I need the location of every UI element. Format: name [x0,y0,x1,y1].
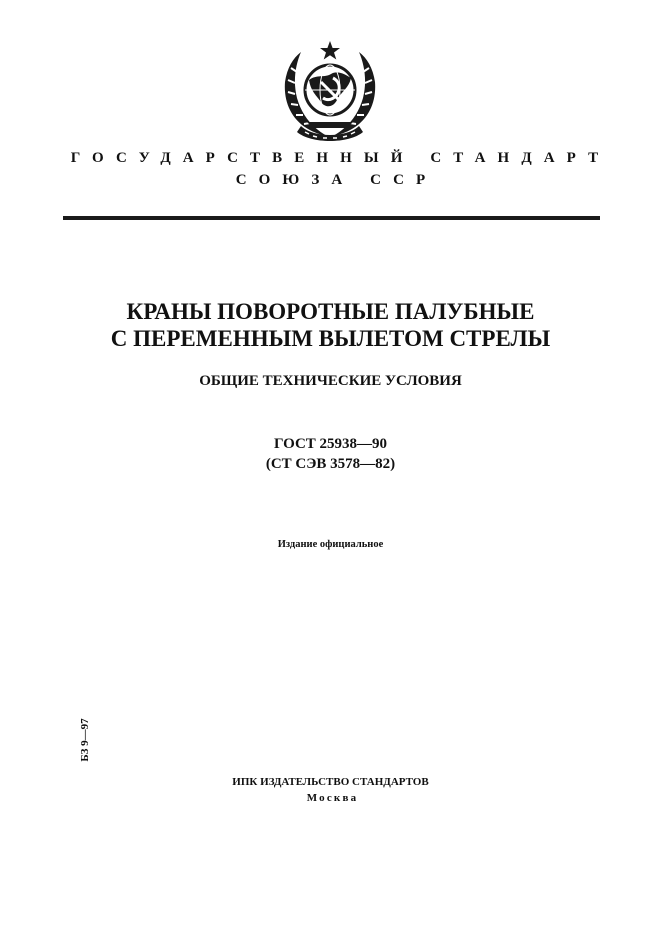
ussr-state-emblem-icon [277,38,383,146]
document-title-line-2: С ПЕРЕМЕННЫМ ВЫЛЕТОМ СТРЕЛЫ [110,326,551,351]
header-divider [63,216,600,220]
st-sev-designation: (СТ СЭВ 3578—82) [265,456,396,472]
document-title-line-1: КРАНЫ ПОВОРОТНЫЕ ПАЛУБНЫЕ [126,299,535,324]
header-line-2: СОЮЗА ССР [235,172,438,188]
publisher-city: Москва [306,792,359,804]
header-line-1: ГОСУДАРСТВЕННЫЙ СТАНДАРТ [70,150,611,166]
document-subtitle: ОБЩИЕ ТЕХНИЧЕСКИЕ УСЛОВИЯ [199,373,462,389]
gost-designation: ГОСТ 25938—90 [273,436,388,452]
edition-note: Издание официальное [277,539,384,550]
side-mark: БЗ 9—97 [79,718,91,762]
publisher-name: ИПК ИЗДАТЕЛЬСТВО СТАНДАРТОВ [232,776,429,788]
